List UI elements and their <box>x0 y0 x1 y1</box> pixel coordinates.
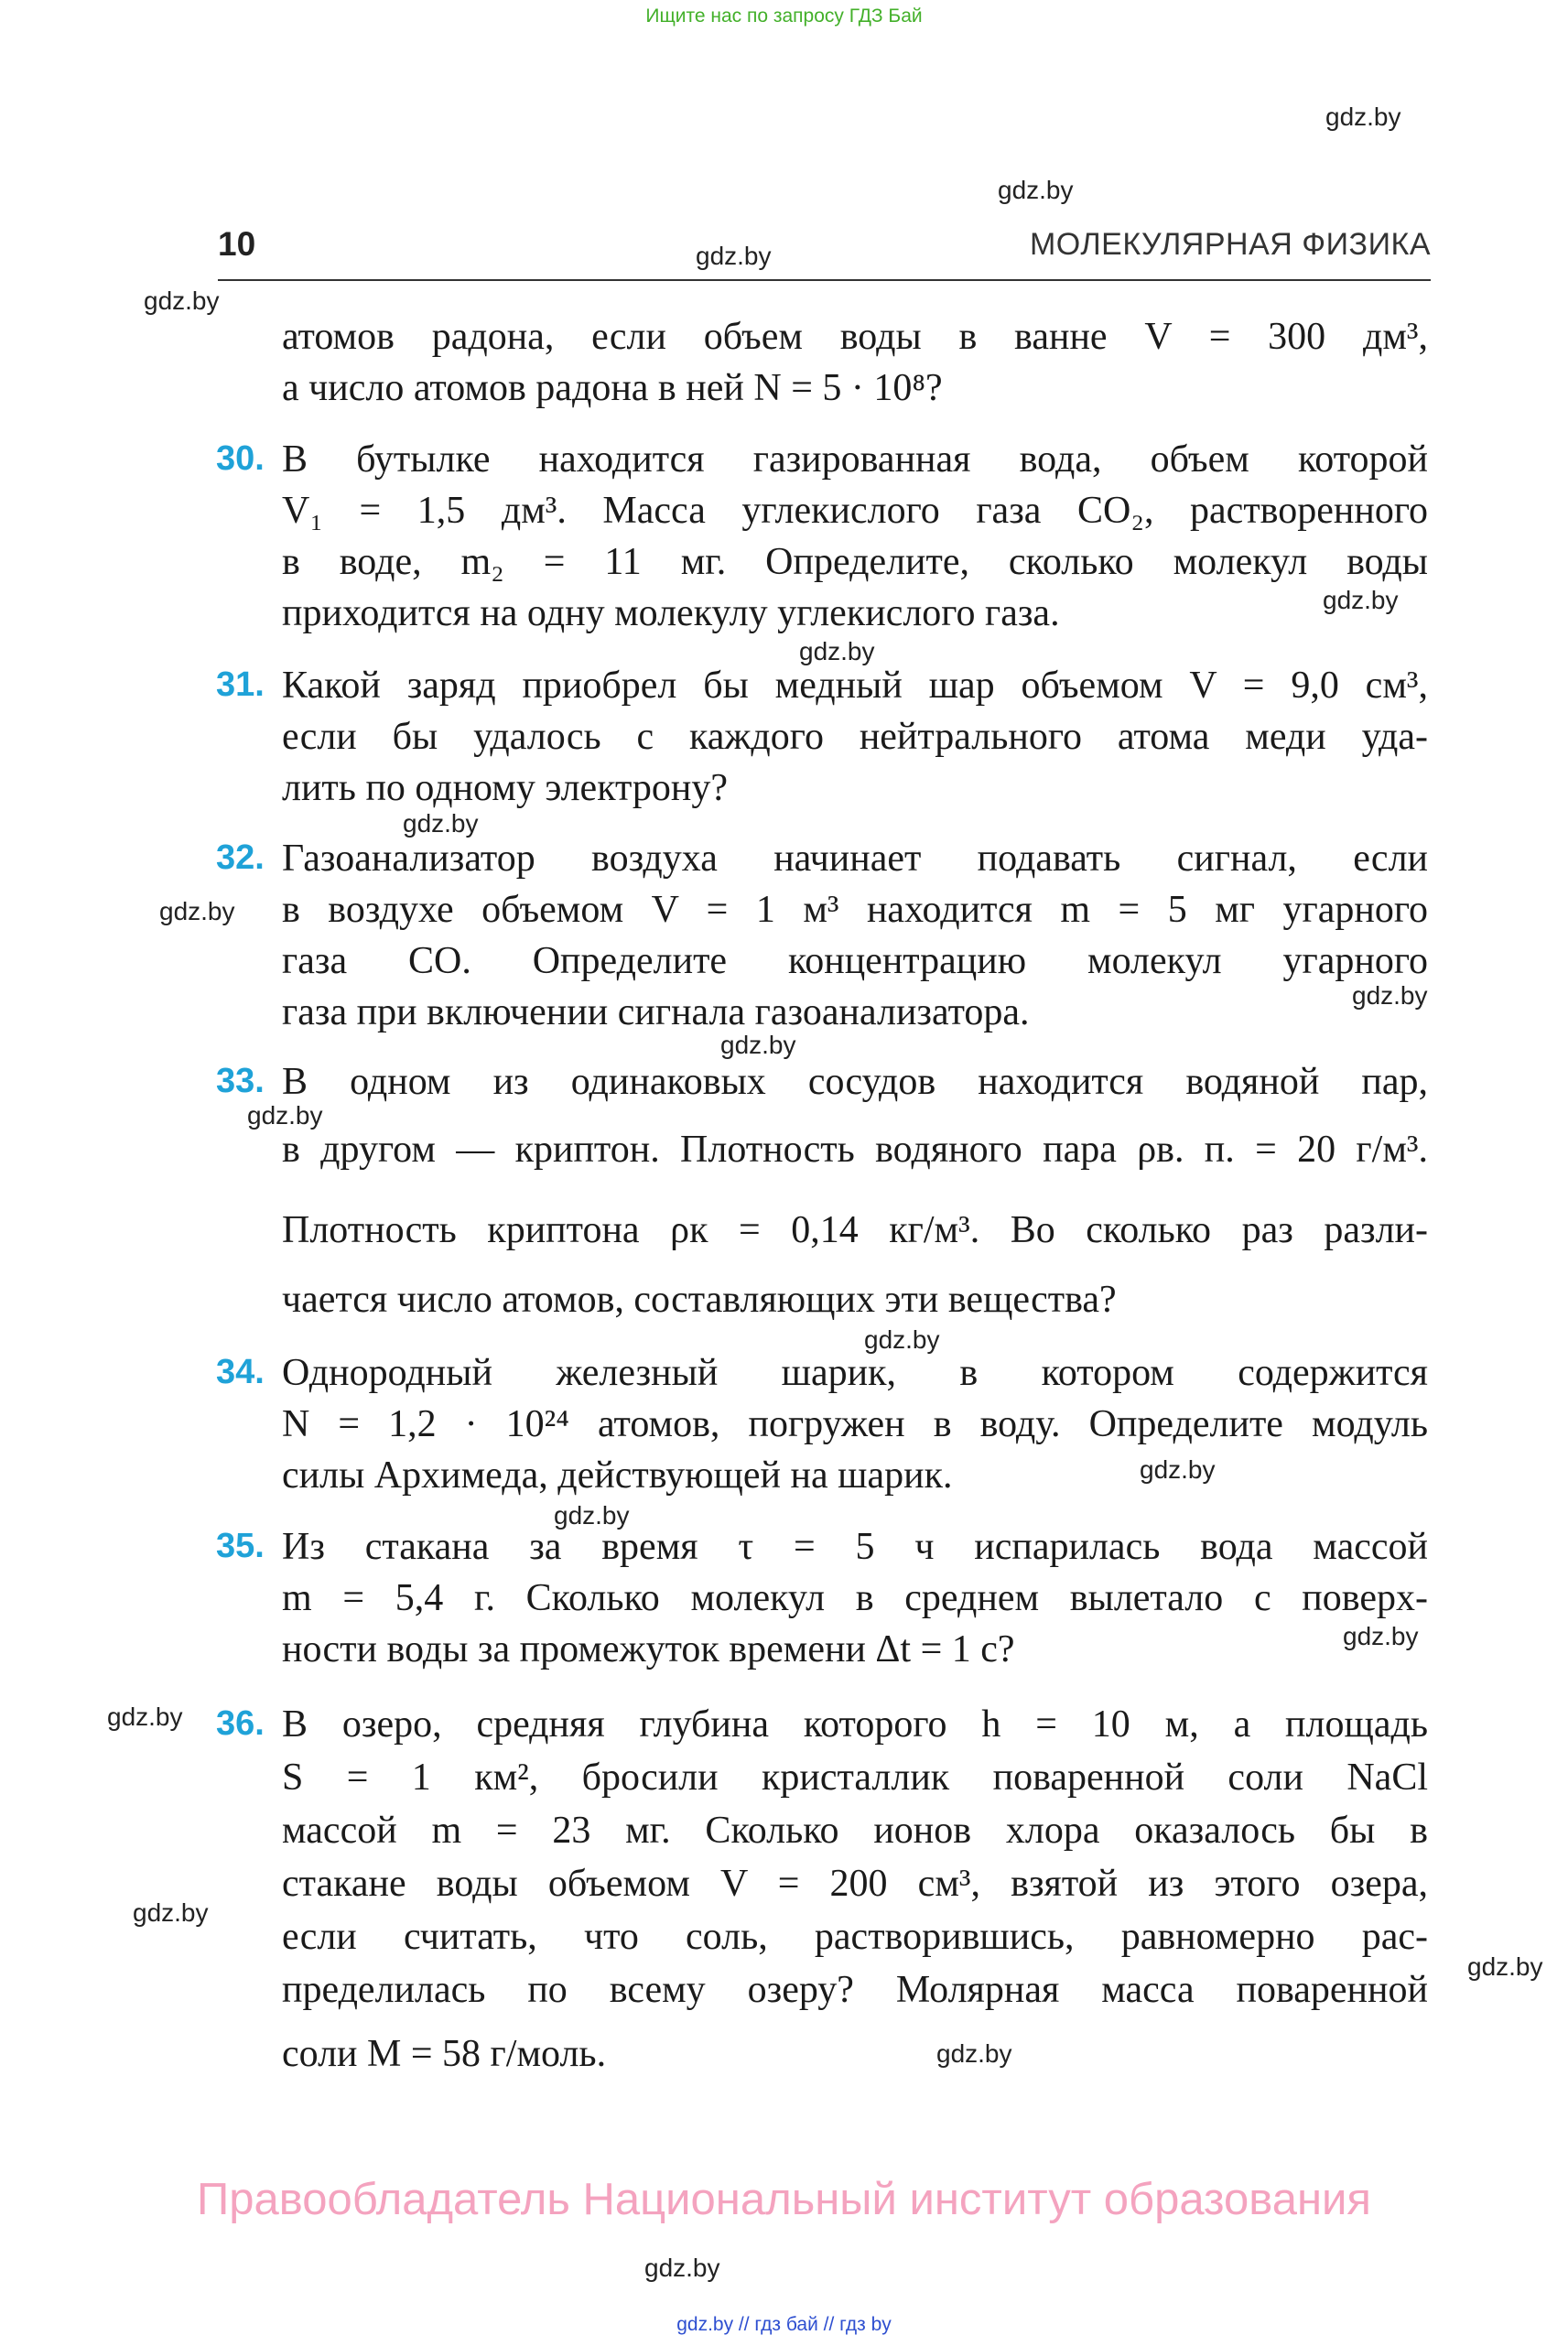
problem-36-line-1: В озеро, средняя глубина которого h = 10 м, а площадь <box>282 1703 1428 1746</box>
header-rule <box>218 279 1431 281</box>
problem-31-number: 31. <box>216 665 265 704</box>
watermark: gdz.by <box>554 1501 630 1530</box>
page-number: 10 <box>218 225 256 263</box>
problem-30-line-3: в воде, m₂ = 11 мг. Определите, сколько молекул воды <box>282 541 1428 583</box>
problem-35-line-1: Из стакана за время τ = 5 ч испарилась вода массой <box>282 1526 1428 1568</box>
problem-31-line-3: лить по одному электрону? <box>282 767 729 809</box>
watermark: gdz.by <box>247 1101 323 1130</box>
problem-35-line-3: ности воды за промежуток времени Δt = 1 с? <box>282 1628 1015 1670</box>
problem-33-line-4: чается число атомов, составляющих эти вещества? <box>282 1279 1117 1321</box>
problem-29-line-1: атомов радона, если объем воды в ванне V = 300 дм³, <box>282 316 1428 358</box>
watermark: gdz.by <box>1140 1455 1216 1484</box>
footer-links[interactable]: gdz.by // гдз бай // гдз by <box>676 2314 892 2335</box>
problem-36-line-2: S = 1 км², бросили кристаллик поваренной соли NaCl <box>282 1757 1428 1799</box>
problem-36-line-3: массой m = 23 мг. Сколько ионов хлора оказалось бы в <box>282 1810 1428 1852</box>
problem-36-line-6: пределилась по всему озеру? Молярная масса поваренной <box>282 1969 1428 2011</box>
problem-31-line-1: Какой заряд приобрел бы медный шар объемом V = 9,0 см³, <box>282 665 1428 707</box>
problem-31-line-2: если бы удалось с каждого нейтрального атома меди уда- <box>282 716 1428 758</box>
problem-34-line-1: Однородный железный шарик, в котором содержится <box>282 1352 1428 1394</box>
problem-33-number: 33. <box>216 1062 265 1100</box>
problem-34-line-2: N = 1,2 · 10²⁴ атомов, погружен в воду. Определите модуль <box>282 1403 1428 1445</box>
watermark: gdz.by <box>1467 1952 1543 1981</box>
problem-34-line-3: силы Архимеда, действующей на шарик. <box>282 1454 953 1497</box>
problem-32-line-2: в воздухе объемом V = 1 м³ находится m = 5 мг угарного <box>282 889 1428 931</box>
copyright-notice: Правообладатель Национальный институт образования <box>197 2175 1371 2224</box>
problem-30-line-1: В бутылке находится газированная вода, объем которой <box>282 438 1428 481</box>
problem-32-line-1: Газоанализатор воздуха начинает подавать сигнал, если <box>282 838 1428 880</box>
watermark: gdz.by <box>799 637 875 665</box>
problem-29-line-2: а число атомов радона в ней N = 5 · 10⁸? <box>282 367 943 409</box>
watermark: gdz.by <box>403 809 479 838</box>
problem-32-line-4: газа при включении сигнала газоанализатора. <box>282 991 1030 1033</box>
watermark: gdz.by <box>159 897 235 925</box>
watermark: gdz.by <box>936 2039 1012 2068</box>
problem-36-number: 36. <box>216 1704 265 1743</box>
watermark: gdz.by <box>1325 103 1401 131</box>
watermark: gdz.by <box>144 286 220 315</box>
problem-36-line-4: стакане воды объемом V = 200 см³, взятой из этого озера, <box>282 1863 1428 1905</box>
watermark: gdz.by <box>998 176 1074 204</box>
problem-30-number: 30. <box>216 439 265 478</box>
problem-36-line-5: если считать, что соль, растворившись, равномерно рас- <box>282 1916 1428 1958</box>
problem-32-line-3: газа CO. Определите концентрацию молекул угарного <box>282 940 1428 982</box>
section-title: МОЛЕКУЛЯРНАЯ ФИЗИКА <box>1029 227 1431 262</box>
problem-33-line-2: в другом — криптон. Плотность водяного пара ρв. п. = 20 г/м³. <box>282 1129 1428 1171</box>
problem-33-line-1: В одном из одинаковых сосудов находится водяной пар, <box>282 1061 1428 1103</box>
watermark: gdz.by <box>696 242 772 270</box>
problem-35-line-2: m = 5,4 г. Сколько молекул в среднем вылетало с поверх- <box>282 1577 1428 1619</box>
watermark: gdz.by <box>864 1325 940 1354</box>
problem-30-line-2: V₁ = 1,5 дм³. Масса углекислого газа CO₂, растворенного <box>282 490 1428 532</box>
watermark: gdz.by <box>133 1898 209 1927</box>
problem-34-number: 34. <box>216 1353 265 1391</box>
problem-30-line-4: приходится на одну молекулу углекислого газа. <box>282 592 1060 634</box>
problem-32-number: 32. <box>216 838 265 877</box>
watermark: gdz.by <box>1343 1622 1419 1650</box>
problem-35-number: 35. <box>216 1527 265 1565</box>
watermark: gdz.by <box>107 1703 183 1731</box>
watermark: gdz.by <box>1323 586 1399 614</box>
watermark: gdz.by <box>644 2254 720 2282</box>
watermark: gdz.by <box>1352 981 1428 1010</box>
problem-36-line-7: соли M = 58 г/моль. <box>282 2033 607 2075</box>
problem-33-line-3: Плотность криптона ρк = 0,14 кг/м³. Во сколько раз разли- <box>282 1209 1428 1251</box>
top-banner[interactable]: Ищите нас по запросу ГДЗ Бай <box>645 5 923 27</box>
watermark: gdz.by <box>720 1031 796 1059</box>
